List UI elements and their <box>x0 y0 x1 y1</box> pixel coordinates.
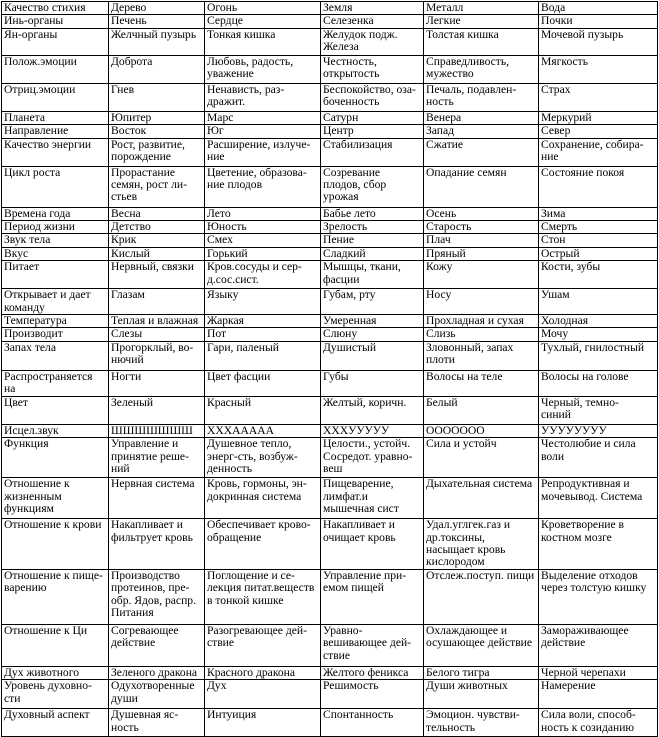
table-cell: Кроветворение в костном мозге <box>539 519 658 570</box>
table-cell: Кров.сосуды и сер- д.сос.сист. <box>205 261 321 289</box>
table-cell: Глазам <box>109 289 205 315</box>
table-cell: Честолюбие и сила воли <box>539 438 658 478</box>
table-cell: Черный, темно- синий <box>539 396 658 424</box>
table-cell: Север <box>539 125 658 138</box>
table-cell: Бабье лето <box>321 207 424 220</box>
table-cell: Желудок подж. Железа <box>321 28 424 55</box>
table-row <box>2 15 658 28</box>
table-cell: Красный <box>205 396 321 424</box>
table-cell: Цветение, образова- ние плодов <box>205 166 321 207</box>
table-cell: Нервная система <box>109 478 205 519</box>
header-cell: Земля <box>321 2 424 15</box>
table-cell: ШШШШШШШ <box>109 424 205 437</box>
row-label-cell: Дух животного <box>2 666 109 679</box>
table-cell: Слизь <box>424 328 539 341</box>
table-cell: Холодная <box>539 315 658 328</box>
table-cell: Созревание плодов, сбор урожая <box>321 166 424 207</box>
table-row <box>2 370 658 396</box>
table-cell: Интуиция <box>205 709 321 737</box>
table-cell: Душевная яс- ность <box>109 709 205 737</box>
table-cell: Мягкость <box>539 55 658 83</box>
table-cell: Губам, рту <box>321 289 424 315</box>
table-cell: Пение <box>321 234 424 247</box>
table-cell: Легкие <box>424 15 539 28</box>
table-row <box>2 247 658 260</box>
table-cell: Меркурий <box>539 111 658 124</box>
row-label-cell: Отношение к крови <box>2 519 109 570</box>
table-row <box>2 328 658 341</box>
table-cell: Прохладная и сухая <box>424 315 539 328</box>
table-row <box>2 111 658 124</box>
table-row <box>2 166 658 207</box>
row-label-cell: Цикл роста <box>2 166 109 207</box>
table-cell: Крик <box>109 234 205 247</box>
table-cell: Красного дракона <box>205 666 321 679</box>
table-cell: Согревающее действие <box>109 624 205 666</box>
table-cell: Волосы на голове <box>539 370 658 396</box>
table-cell: Накапливает и очищает кровь <box>321 519 424 570</box>
table-cell: Белого тигра <box>424 666 539 679</box>
table-cell: Накапливает и фильтрует кровь <box>109 519 205 570</box>
table-row <box>2 624 658 666</box>
table-cell: Селезенка <box>321 15 424 28</box>
table-cell: Осень <box>424 207 539 220</box>
table-row <box>2 396 658 424</box>
table-cell: Запад <box>424 125 539 138</box>
table-cell: Беспокойство, оза- боченность <box>321 83 424 111</box>
table-cell: Сила воли, способ- ность к созиданию <box>539 709 658 737</box>
row-label-cell: Открывает и дает команду <box>2 289 109 315</box>
table-cell: Желчный пузырь <box>109 28 205 55</box>
table-cell: Зеленый <box>109 396 205 424</box>
row-label-cell: Отношение к пище- варению <box>2 569 109 624</box>
table-cell: Разогревающее дей- ствие <box>205 624 321 666</box>
table-cell: Зима <box>539 207 658 220</box>
table-cell: Юность <box>205 221 321 234</box>
table-cell: Почки <box>539 15 658 28</box>
table-row <box>2 125 658 138</box>
table-cell: Мочу <box>539 328 658 341</box>
table-cell: Цвет фасции <box>205 370 321 396</box>
table-cell: Производство протеинов, пре- обр. Ядов, распр. Питания <box>109 569 205 624</box>
table-cell: Нервный, связки <box>109 261 205 289</box>
table-cell: Доброта <box>109 55 205 83</box>
table-row <box>2 438 658 478</box>
table-cell: Печаль, подавлен- ность <box>424 83 539 111</box>
table-cell: Гари, паленый <box>205 341 321 370</box>
table-row <box>2 341 658 370</box>
table-cell: Обеспечивает крово- обращение <box>205 519 321 570</box>
table-cell: Смерть <box>539 221 658 234</box>
table-cell: Рост, развитие, порождение <box>109 138 205 166</box>
table-cell: Одухотворенные души <box>109 680 205 709</box>
table-cell: Центр <box>321 125 424 138</box>
row-label-cell: Ян-органы <box>2 28 109 55</box>
table-cell: Волосы на теле <box>424 370 539 396</box>
table-cell: Ногти <box>109 370 205 396</box>
table-cell: Носу <box>424 289 539 315</box>
table-cell: Сердце <box>205 15 321 28</box>
table-cell: ООООООО <box>424 424 539 437</box>
table-cell: Тонкая кишка <box>205 28 321 55</box>
table-cell: Расширение, излуче- ние <box>205 138 321 166</box>
table-row <box>2 221 658 234</box>
table-cell: Намерение <box>539 680 658 709</box>
table-row <box>2 261 658 289</box>
table-cell: Отслеж.поступ. пищи <box>424 569 539 624</box>
header-cell: Дерево <box>109 2 205 15</box>
table-cell: Пряный <box>424 247 539 260</box>
table-cell: Любовь, радость, уважение <box>205 55 321 83</box>
row-label-cell: Звук тела <box>2 234 109 247</box>
table-cell: Душистый <box>321 341 424 370</box>
row-label-cell: Вкус <box>2 247 109 260</box>
table-cell: Стабилизация <box>321 138 424 166</box>
table-cell: Горький <box>205 247 321 260</box>
table-cell: Охлаждающее и осушающее действие <box>424 624 539 666</box>
table-cell: Зловонный, запах плоти <box>424 341 539 370</box>
row-label-cell: Производит <box>2 328 109 341</box>
row-label-cell: Отриц.эмоции <box>2 83 109 111</box>
table-row <box>2 315 658 328</box>
table-cell: Целости., устойч. Сосредот. уравно- веш <box>321 438 424 478</box>
table-cell: Дух <box>205 680 321 709</box>
table-row <box>2 424 658 437</box>
table-cell: Сладкий <box>321 247 424 260</box>
table-cell: Состояние покоя <box>539 166 658 207</box>
table-cell: Жаркая <box>205 315 321 328</box>
table-cell: Управление при- емом пищей <box>321 569 424 624</box>
table-row <box>2 519 658 570</box>
table-cell: Стон <box>539 234 658 247</box>
table-cell: Весна <box>109 207 205 220</box>
row-label-cell: Функция <box>2 438 109 478</box>
table-row <box>2 207 658 220</box>
row-label-cell: Период жизни <box>2 221 109 234</box>
header-cell: Качество стихия <box>2 2 109 15</box>
table-cell: Черной черепахи <box>539 666 658 679</box>
table-cell: Прогорклый, во- нючий <box>109 341 205 370</box>
row-label-cell: Запах тела <box>2 341 109 370</box>
table-cell: Старость <box>424 221 539 234</box>
table-cell: Марс <box>205 111 321 124</box>
table-row <box>2 709 658 737</box>
table-cell: Детство <box>109 221 205 234</box>
table-cell: Спонтанность <box>321 709 424 737</box>
row-label-cell: Качество энергии <box>2 138 109 166</box>
table-cell: Юпитер <box>109 111 205 124</box>
row-label-cell: Времена года <box>2 207 109 220</box>
table-cell: Ненависть, раз- дражит. <box>205 83 321 111</box>
row-label-cell: Исцел.звук <box>2 424 109 437</box>
table-cell: Честность, открытость <box>321 55 424 83</box>
table-row <box>2 55 658 83</box>
table-cell: Плач <box>424 234 539 247</box>
table-cell: Пищеварение, лимфат.и мышечная сист <box>321 478 424 519</box>
row-label-cell: Цвет <box>2 396 109 424</box>
table-row <box>2 478 658 519</box>
table-row <box>2 28 658 55</box>
table-cell: ХХХААААА <box>205 424 321 437</box>
row-label-cell: Полож.эмоции <box>2 55 109 83</box>
table-cell: Решимость <box>321 680 424 709</box>
table-cell: Зрелость <box>321 221 424 234</box>
table-row <box>2 666 658 679</box>
table-cell: Репродуктивная и мочевывод. Система <box>539 478 658 519</box>
table-cell: Кости, зубы <box>539 261 658 289</box>
row-label-cell: Духовный аспект <box>2 709 109 737</box>
table-cell: Языку <box>205 289 321 315</box>
table-cell: Белый <box>424 396 539 424</box>
table-cell: Толстая кишка <box>424 28 539 55</box>
table-cell: Пот <box>205 328 321 341</box>
row-label-cell: Температура <box>2 315 109 328</box>
table-cell: Мышцы, ткани, фасции <box>321 261 424 289</box>
table-cell: Желтого феникса <box>321 666 424 679</box>
table-cell: Кислый <box>109 247 205 260</box>
row-label-cell: Направление <box>2 125 109 138</box>
table-cell: Тухлый, гнилостный <box>539 341 658 370</box>
table-cell: Кровь, гормоны, эн- докринная система <box>205 478 321 519</box>
table-cell: Мочевой пузырь <box>539 28 658 55</box>
table-cell: Венера <box>424 111 539 124</box>
table-cell: Управление и принятие реше- ний <box>109 438 205 478</box>
table-cell: Гнев <box>109 83 205 111</box>
row-label-cell: Инь-органы <box>2 15 109 28</box>
header-cell: Металл <box>424 2 539 15</box>
table-header-row <box>2 2 658 15</box>
table-cell: Сатурн <box>321 111 424 124</box>
row-label-cell: Отношение к Ци <box>2 624 109 666</box>
table-cell: Выделение отходов через толстую кишку <box>539 569 658 624</box>
header-cell: Огонь <box>205 2 321 15</box>
table-row <box>2 289 658 315</box>
table-cell: Души животных <box>424 680 539 709</box>
table-cell: Печень <box>109 15 205 28</box>
table-cell: УУУУУУУУ <box>539 424 658 437</box>
table-cell: Страх <box>539 83 658 111</box>
five-elements-table <box>1 1 658 737</box>
table-cell: Умеренная <box>321 315 424 328</box>
table-cell: Опадание семян <box>424 166 539 207</box>
table-row <box>2 680 658 709</box>
table-cell: ХХХУУУУУ <box>321 424 424 437</box>
table-cell: Ушам <box>539 289 658 315</box>
table-cell: Восток <box>109 125 205 138</box>
table-cell: Слюну <box>321 328 424 341</box>
table-row <box>2 234 658 247</box>
table-row <box>2 569 658 624</box>
table-cell: Поглощение и се- лекция питат.веществ в тонкой кишке <box>205 569 321 624</box>
table-cell: Сжатие <box>424 138 539 166</box>
table-cell: Прорастание семян, рост ли- стьев <box>109 166 205 207</box>
table-cell: Слезы <box>109 328 205 341</box>
table-row <box>2 83 658 111</box>
row-label-cell: Планета <box>2 111 109 124</box>
row-label-cell: Уровень духовно- сти <box>2 680 109 709</box>
table-cell: Замораживающее действие <box>539 624 658 666</box>
table-cell: Юг <box>205 125 321 138</box>
row-label-cell: Питает <box>2 261 109 289</box>
table-cell: Справедливость, мужество <box>424 55 539 83</box>
table-cell: Смех <box>205 234 321 247</box>
table-cell: Сохранение, собира- ние <box>539 138 658 166</box>
table-cell: Дыхательная система <box>424 478 539 519</box>
table-cell: Теплая и влажная <box>109 315 205 328</box>
row-label-cell: Распространяется на <box>2 370 109 396</box>
table-cell: Сила и устойч <box>424 438 539 478</box>
table-cell: Лето <box>205 207 321 220</box>
table-cell: Губы <box>321 370 424 396</box>
table-row <box>2 138 658 166</box>
header-cell: Вода <box>539 2 658 15</box>
table-cell: Желтый, коричн. <box>321 396 424 424</box>
table-body <box>2 2 658 737</box>
row-label-cell: Отношение к жизненным функциям <box>2 478 109 519</box>
table-cell: Душевное тепло, энерг-сть, возбуж- денность <box>205 438 321 478</box>
table-cell: Зеленого дракона <box>109 666 205 679</box>
table-cell: Острый <box>539 247 658 260</box>
table-cell: Удал.углгек.газ и др.токсины, насыщает кровь кислородом <box>424 519 539 570</box>
table-cell: Эмоцион. чувстви- тельность <box>424 709 539 737</box>
table-cell: Кожу <box>424 261 539 289</box>
table-cell: Уравно- вешивающее дей- ствие <box>321 624 424 666</box>
